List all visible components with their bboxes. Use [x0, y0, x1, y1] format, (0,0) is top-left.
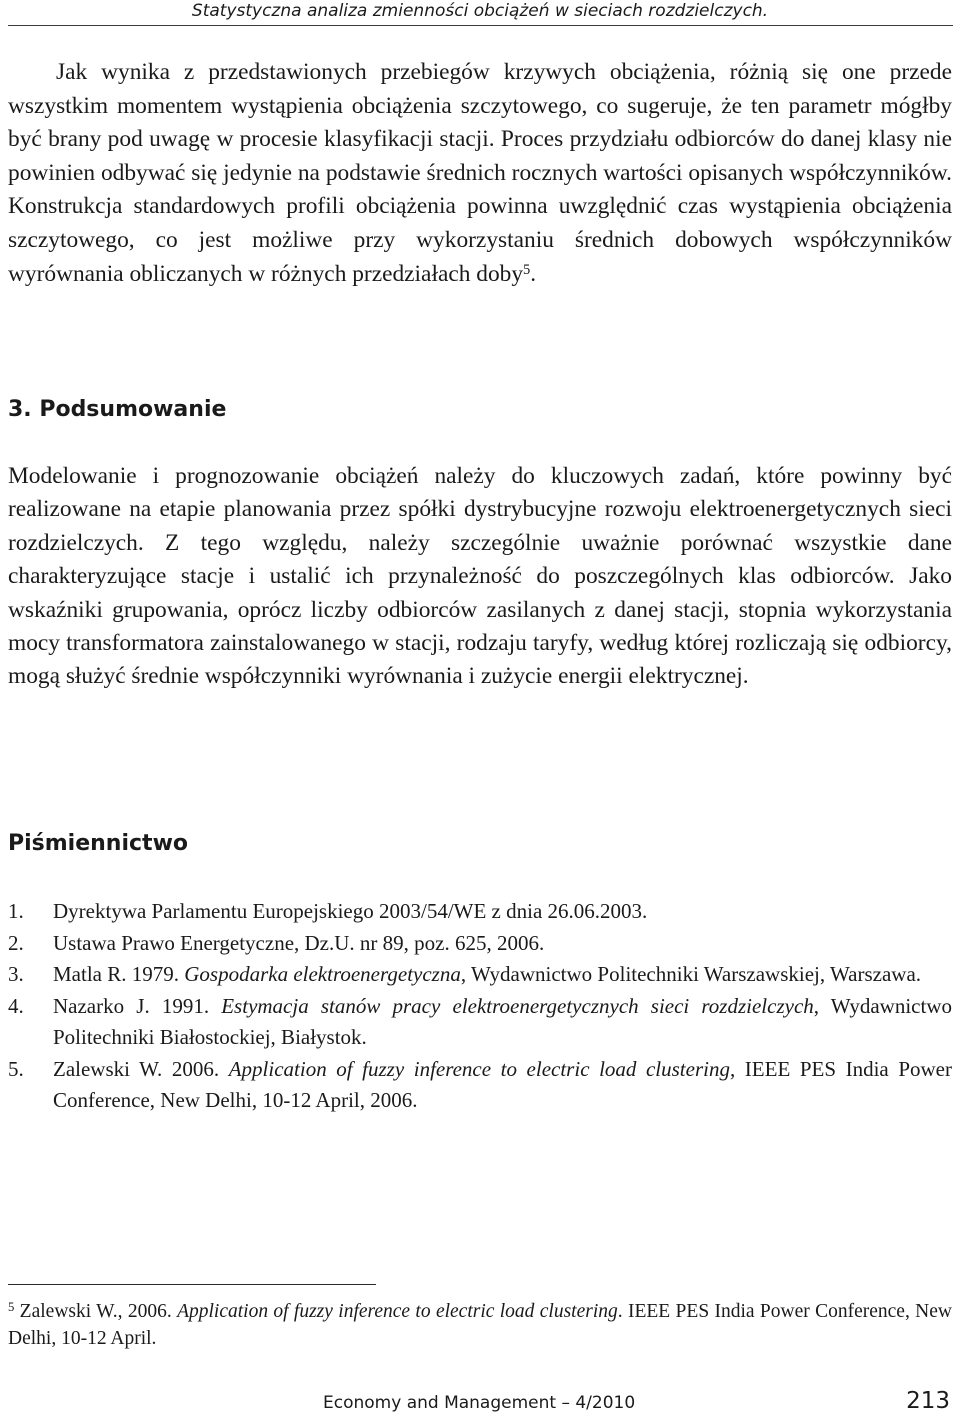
reference-author: Nazarko J. 1991. — [53, 993, 222, 1018]
footnote-number: 5 — [8, 1299, 15, 1314]
reference-details: , IEEE PES India Power Conference, New Delhi, 10-12 April, 2006. — [53, 1056, 952, 1112]
reference-list — [8, 896, 952, 1117]
reference-author: Zalewski W. 2006. — [53, 1056, 229, 1081]
reference-number: 1. — [8, 899, 24, 923]
reference-title: Gospodarka elektroenergetyczna — [184, 962, 461, 986]
footnote-separator — [8, 1284, 376, 1285]
reference-item — [8, 896, 952, 928]
reference-item — [8, 928, 952, 960]
reference-item — [8, 991, 952, 1054]
reference-details: , Wydawnictwo Politechniki Warszawskiej, Warszawa. — [460, 962, 922, 986]
reference-title: Estymacja stanów pracy elektroenergetycznych sieci rozdzielczych — [221, 993, 814, 1018]
paragraph-1-text: Jak wynika z przedstawionych przebiegów krzywych obciążenia, różnią się one przede wszystkim momentem wystąpienia obciążenia szczytowego, co sugeruje, że ten parametr mógłby być brany pod uwagę w procesie klasyfikacji stacji. Proces przydziału odbiorców do danej klasy nie powinien odbywać się jedynie na podstawie średnich rocznych wartości opisanych współczynników. Konstrukcja standardowych profili obciążenia powinna uwzględnić czas wystąpienia obciążenia szczytowego, co jest możliwe przy wykorzystaniu średnich dobowych współczynników wyrównania obliczanych w różnych przedziałach doby — [8, 59, 952, 287]
footnote-details: . IEEE PES India Power Conference, New Delhi, 10-12 April. — [8, 1301, 952, 1349]
footnote-ref[interactable]: 5 — [523, 262, 531, 279]
page-number: 213 — [906, 1388, 950, 1414]
reference-number: 4. — [8, 993, 24, 1018]
footnote — [8, 1298, 952, 1352]
reference-text: Dyrektywa Parlamentu Europejskiego 2003/54/WE z dnia 26.06.2003. — [53, 899, 648, 923]
bibliography-heading: Piśmiennictwo — [8, 831, 189, 856]
reference-item — [8, 959, 952, 991]
paragraph-1-end: . — [530, 260, 537, 287]
reference-number: 2. — [8, 930, 24, 955]
reference-item — [8, 1054, 952, 1117]
header-rule — [8, 25, 953, 26]
body-paragraph-summary: Modelowanie i prognozowanie obciążeń należy do kluczowych zadań, które powinny być realizowane na etapie planowania przez spółki dystrybucyjne rozwoju elektroenergetycznych sieci rozdzielczych. Z tego względu, należy szczególnie uważnie porównać wszystkie dane charakteryzujące stacje i ustalić ich przynależność do poszczególnych klas odbiorców. Jako wskaźniki grupowania, oprócz liczby odbiorców zasilanych z danej stacji, stopnia wykorzystania mocy transformatora zainstalowanego w stacji, rodzaju taryfy, według której rozliczają się odbiorcy, mogą służyć średnie współczynniki wyrównania i zużycie energii elektrycznej. — [8, 463, 952, 690]
reference-text: Ustawa Prawo Energetyczne, Dz.U. nr 89, poz. 625, 2006. — [53, 930, 545, 955]
footnote-author: Zalewski W., 2006. — [14, 1301, 178, 1322]
reference-title: Application of fuzzy inference to electric load clustering — [228, 1056, 730, 1081]
section-heading-summary: 3. Podsumowanie — [8, 397, 227, 422]
body-paragraph-1 — [8, 56, 952, 291]
reference-details: , Wydawnictwo Politechniki Białostockiej, Białystok. — [53, 993, 952, 1049]
running-header: Statystyczna analiza zmienności obciążeń w sieciach rozdzielczych. — [191, 1, 769, 21]
reference-author: Matla R. 1979. — [53, 962, 185, 986]
journal-footer: Economy and Management – 4/2010 — [323, 1393, 636, 1413]
reference-number: 5. — [8, 1056, 24, 1081]
footnote-title: Application of fuzzy inference to electric load clustering — [177, 1301, 618, 1322]
reference-number: 3. — [8, 962, 24, 986]
